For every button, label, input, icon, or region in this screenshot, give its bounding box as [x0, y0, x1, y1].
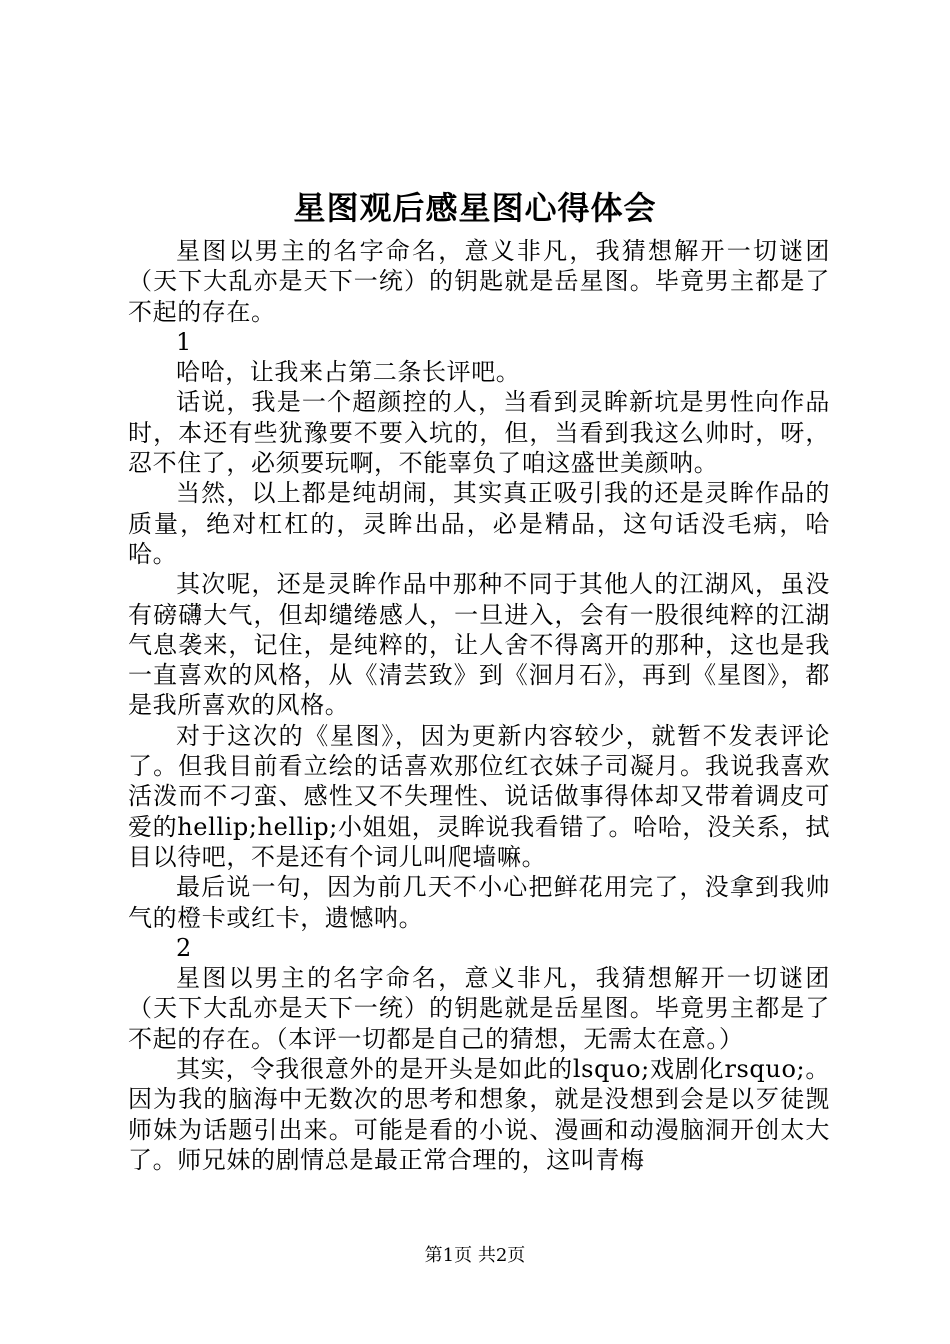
paragraph-4: 当然，以上都是纯胡闹，其实真正吸引我的还是灵眸作品的质量，绝对杠杠的，灵眸出品，必是精品，这句话没毛病，哈哈。 — [128, 479, 830, 568]
section-number-2: 2 — [176, 933, 192, 962]
page-footer: 第1页 共2页 — [424, 1245, 526, 1266]
paragraph-1: 星图以男主的名字命名，意义非凡，我猜想解开一切谜团（天下大乱亦是天下一统）的钥匙就是岳星图。毕竟男主都是了不起的存在。 — [128, 237, 830, 326]
paragraph-3: 话说，我是一个超颜控的人，当看到灵眸新坑是男性向作品时，本还有些犹豫要不要入坑的，但，当看到我这么帅时，呀，忍不住了，必须要玩啊，不能辜负了咱这盛世美颜呐。 — [128, 388, 830, 478]
paragraph-6: 对于这次的《星图》，因为更新内容较少，就暂不发表评论了。但我目前看立绘的话喜欢那位红衣妹子司凝月。我说我喜欢活泼而不刁蛮、感性又不失理性、说话做事得体却又带着调皮可爱的hellip;hellip;小姐姐，灵眸说我看错了。哈哈，没关系，拭目以待吧，不是还有个词儿叫爬墙嘛。 — [128, 721, 830, 871]
paragraph-2: 哈哈，让我来占第二条长评吧。 — [176, 358, 521, 387]
paragraph-7: 最后说一句，因为前几天不小心把鲜花用完了，没拿到我帅气的橙卡或红卡，遗憾呐。 — [128, 873, 830, 932]
paragraph-5: 其次呢，还是灵眸作品中那种不同于其他人的江湖风，虽没有磅礴大气，但却缱绻感人，一旦进入，会有一股很纯粹的江湖气息袭来，记住，是纯粹的，让人舍不得离开的那种，这也是我一直喜欢的风格，从《清芸致》到《洄月石》，再到《星图》，都是我所喜欢的风格。 — [128, 570, 830, 720]
paragraph-9: 其实，令我很意外的是开头是如此的lsquo;戏剧化rsquo;。因为我的脑海中无数次的思考和想象，就是没想到会是以歹徒觊师妹为话题引出来。可能是看的小说、漫画和动漫脑洞开创太大了。师兄妹的剧情总是最正常合理的，这叫青梅 — [128, 1055, 830, 1174]
document-title: 星图观后感星图心得体会 — [293, 189, 657, 227]
document-body — [128, 236, 830, 1175]
paragraph-8: 星图以男主的名字命名，意义非凡，我猜想解开一切谜团（天下大乱亦是天下一统）的钥匙就是岳星图。毕竟男主都是了不起的存在。（本评一切都是自己的猜想，无需太在意。） — [128, 964, 830, 1053]
section-number-1: 1 — [176, 327, 192, 356]
